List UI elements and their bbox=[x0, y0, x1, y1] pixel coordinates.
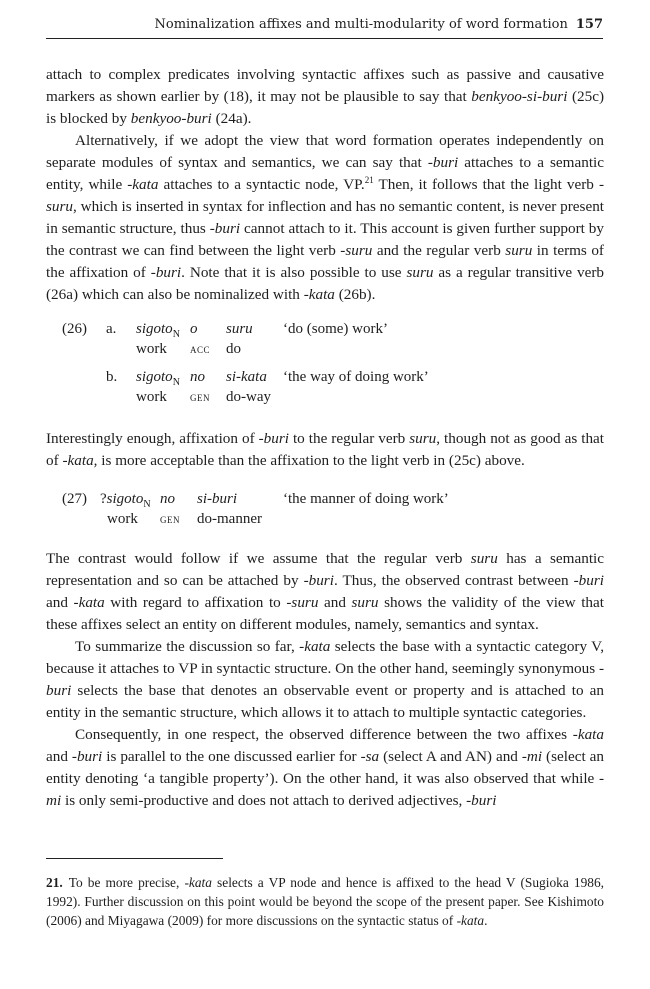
text-run: (24a). bbox=[211, 110, 252, 127]
example-label-b: b. bbox=[106, 369, 118, 385]
text-run: is only semi-productive and does not attach to derived adjectives, bbox=[61, 792, 467, 809]
running-header bbox=[46, 14, 603, 39]
example-form: -kata bbox=[299, 638, 331, 655]
gloss: do-manner bbox=[197, 511, 262, 527]
body-text bbox=[46, 64, 604, 812]
example-26b-line bbox=[46, 366, 604, 386]
example-form: -buri bbox=[466, 792, 497, 809]
example-label-a: a. bbox=[106, 321, 117, 337]
example-form: -buri bbox=[46, 660, 604, 699]
text-run: with regard to affixation to bbox=[104, 594, 287, 611]
text-run: has a semantic representation and so can be attached by bbox=[46, 550, 604, 589]
text-run: in terms of the affixation of bbox=[46, 242, 604, 281]
example-form: -buri bbox=[258, 430, 289, 447]
translation: ‘the manner of doing work’ bbox=[283, 491, 449, 507]
text-run: To summarize the discussion so far, bbox=[75, 638, 300, 655]
text-run: and bbox=[318, 594, 352, 611]
example-form: -kata bbox=[184, 875, 212, 890]
example-27-gloss bbox=[46, 508, 604, 528]
example-form: -mi bbox=[46, 770, 604, 809]
example-form: -suru bbox=[340, 242, 373, 259]
gloss-word: si-buri bbox=[197, 491, 238, 507]
example-form: -sa bbox=[360, 748, 380, 765]
category-subscript: N bbox=[172, 329, 180, 340]
text-run: attaches to a syntactic node, VP. bbox=[158, 176, 365, 193]
example-form: benkyoo-si-buri bbox=[471, 88, 568, 105]
text-run: . Note that it is also possible to use bbox=[181, 264, 407, 281]
footnote-reference[interactable]: 21 bbox=[364, 174, 374, 185]
paragraph-2 bbox=[46, 130, 604, 306]
gloss-word: no bbox=[190, 369, 205, 385]
text-run: The contrast would follow if we assume that the regular verb bbox=[46, 550, 471, 567]
gloss-word: sigoto bbox=[136, 321, 173, 337]
gloss-word: si-kata bbox=[226, 369, 267, 385]
text-run: selects the base that denotes an observable event or property and is attached to an entity in the semantic structure, which allows it to attach to multiple syntactic categories. bbox=[46, 682, 604, 721]
text-run: as a regular transitive verb (26a) which can also be nominalized with bbox=[46, 264, 605, 303]
example-form: -buri bbox=[209, 220, 241, 237]
text-run: selects the base with a syntactic category V, because it attaches to VP in syntactic structure. On the other hand, seemingly synonymous bbox=[46, 638, 604, 677]
page-number: 157 bbox=[575, 17, 603, 32]
text-run: , is more acceptable than the affixation to the light verb in (25c) above. bbox=[93, 452, 525, 469]
example-number: (27) bbox=[62, 491, 87, 507]
example-form: suru bbox=[406, 264, 434, 281]
gloss-abbreviation: acc bbox=[190, 341, 211, 356]
text-run: To be more precise, bbox=[68, 875, 185, 890]
example-form: -buri bbox=[71, 748, 103, 765]
paragraph-1 bbox=[46, 64, 604, 130]
example-form: -kata bbox=[62, 452, 94, 469]
example-27 bbox=[46, 488, 604, 548]
footnote-number: 21. bbox=[46, 875, 63, 890]
gloss: work bbox=[136, 389, 167, 405]
text-run: . Thus, the observed contrast between bbox=[333, 572, 574, 589]
text-run: to the regular verb bbox=[288, 430, 410, 447]
running-title: Nominalization affixes and multi-modularity of word formation bbox=[154, 17, 568, 32]
example-26 bbox=[46, 318, 604, 428]
example-form: -buri bbox=[150, 264, 182, 281]
text-run: cannot attach to it. This account is given further support by the contrast we can find between the light verb bbox=[46, 220, 604, 259]
text-run: Alternatively, if we adopt the view that word formation operates independently on separate modules of syntax and semantics, we can say that bbox=[46, 132, 604, 171]
text-run: and bbox=[46, 594, 74, 611]
gloss: work bbox=[107, 511, 138, 527]
category-subscript: N bbox=[172, 377, 180, 388]
acceptability-mark: ? bbox=[100, 491, 107, 507]
example-27-line bbox=[46, 488, 604, 508]
example-form: suru bbox=[351, 594, 379, 611]
example-form: -buri bbox=[573, 572, 604, 589]
paragraph-5 bbox=[46, 636, 604, 724]
example-form: -kata bbox=[456, 913, 485, 928]
paragraph-3 bbox=[46, 428, 604, 472]
example-form: -mi bbox=[521, 748, 543, 765]
example-form: -kata bbox=[572, 726, 604, 743]
text-run: , though not as good as that of bbox=[46, 430, 604, 469]
text-run: is parallel to the one discussed earlier for bbox=[102, 748, 361, 765]
example-form: suru bbox=[409, 430, 437, 447]
text-run: attach to complex predicates involving syntactic affixes such as passive and causative markers as shown earlier by (18), it may not be plausible to say that bbox=[46, 66, 604, 105]
text-run: and the regular verb bbox=[372, 242, 506, 259]
gloss-word: no bbox=[160, 491, 175, 507]
gloss-abbreviation: gen bbox=[160, 511, 180, 526]
gloss: do bbox=[226, 341, 241, 357]
gloss-word: sigoto bbox=[136, 369, 173, 385]
gloss-word: sigoto bbox=[106, 491, 144, 507]
paragraph-4 bbox=[46, 548, 604, 636]
text-run: (select A and AN) and bbox=[379, 748, 522, 765]
example-form: -suru bbox=[286, 594, 319, 611]
example-number: (26) bbox=[62, 321, 87, 337]
text-run: (26b). bbox=[334, 286, 376, 303]
example-form: -suru bbox=[46, 176, 605, 215]
text-run: Interestingly enough, affixation of bbox=[46, 430, 259, 447]
example-26a-line bbox=[46, 318, 604, 338]
example-form: suru bbox=[470, 550, 498, 567]
example-26a-gloss bbox=[46, 338, 604, 358]
example-form: -buri bbox=[427, 154, 459, 171]
text-run: selects a VP node and hence is affixed to the head V (Sugioka 1986, 1992). Further discussion on this point would be beyond the scope of the present paper. See Kishimoto (2006) and Miyagawa (2009) for more discussions on the syntactic status of bbox=[46, 875, 605, 928]
text-run: , which is inserted in syntax for inflection and has no semantic content, is never present in semantic structure, thus bbox=[46, 198, 605, 237]
example-26b-gloss bbox=[46, 386, 604, 406]
example-form: -kata bbox=[303, 286, 335, 303]
gloss-word: suru bbox=[226, 321, 253, 337]
paragraph-6 bbox=[46, 724, 604, 812]
example-form: -kata bbox=[127, 176, 159, 193]
category-subscript: N bbox=[143, 499, 151, 510]
gloss-word: o bbox=[190, 321, 198, 337]
text-run: (25c) is blocked by bbox=[46, 88, 604, 127]
text-run: and bbox=[46, 748, 72, 765]
example-form: -kata bbox=[73, 594, 105, 611]
text-run: attaches to a semantic entity, while bbox=[46, 154, 604, 193]
translation: ‘do (some) work’ bbox=[283, 321, 388, 337]
example-form: -buri bbox=[303, 572, 334, 589]
text-run: (select an entity denoting ‘a tangible property’). On the other hand, it was also observed that while bbox=[46, 748, 604, 787]
text-run: Consequently, in one respect, the observed difference between the two affixes bbox=[75, 726, 573, 743]
example-form: suru bbox=[505, 242, 533, 259]
gloss-abbreviation: gen bbox=[190, 389, 210, 404]
text-run: Then, it follows that the light verb bbox=[373, 176, 599, 193]
translation: ‘the way of doing work’ bbox=[283, 369, 429, 385]
text-run: . bbox=[484, 913, 488, 928]
text-run: shows the validity of the view that these affixes select an entity on different modules, namely, semantics and syntax. bbox=[46, 594, 604, 633]
footnote-21 bbox=[46, 873, 604, 930]
example-form: benkyoo-buri bbox=[130, 110, 212, 127]
footnote-divider bbox=[46, 858, 223, 859]
gloss: do-way bbox=[226, 389, 271, 405]
gloss: work bbox=[136, 341, 167, 357]
